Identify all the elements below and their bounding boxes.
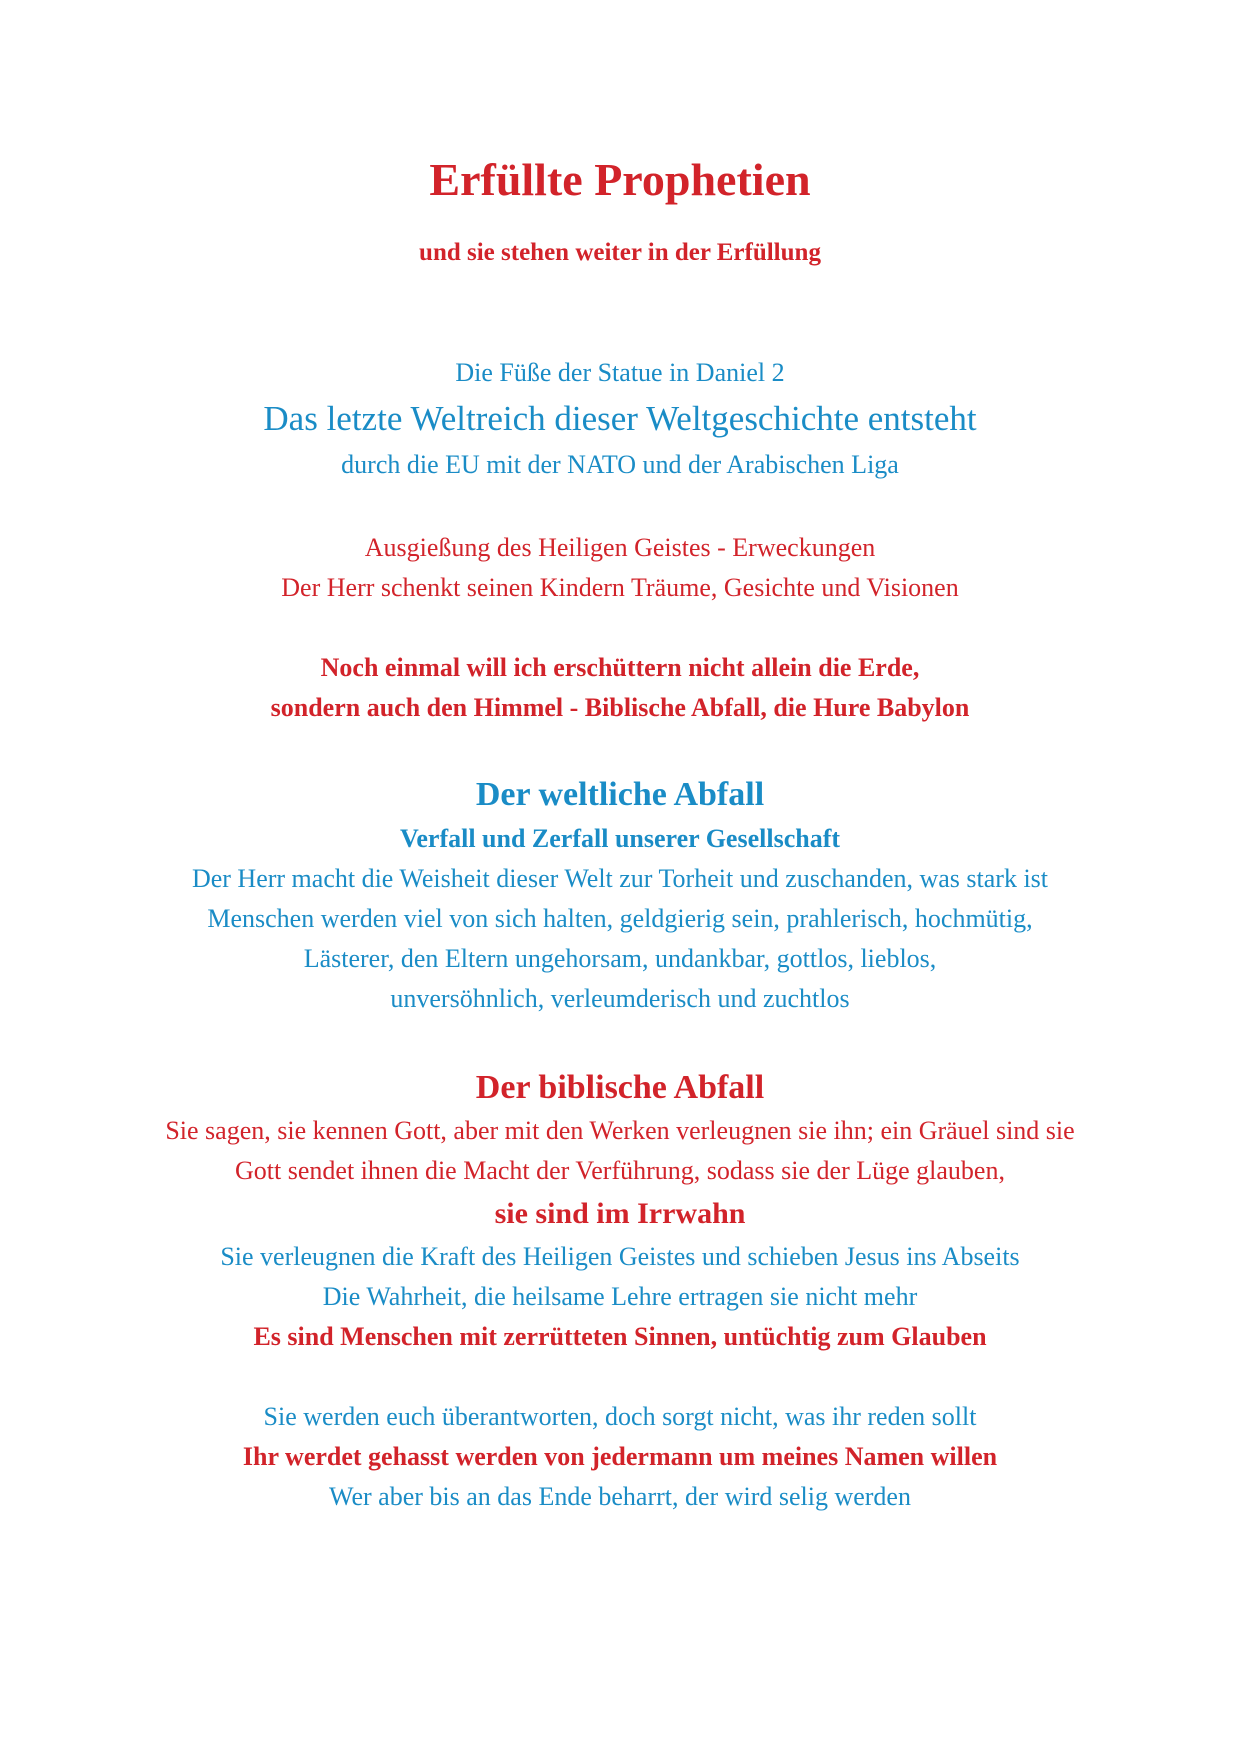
biblical-heading: Der biblische Abfall	[475, 1069, 765, 1106]
closing-line-2: Ihr werdet gehasst werden von jedermann um meines Namen willen	[242, 1442, 998, 1471]
biblical-line-2: Gott sendet ihnen die Macht der Verführung, sodass sie der Lüge glauben,	[235, 1156, 1005, 1185]
spirit-line-1: Ausgießung des Heiligen Geistes - Erweckungen	[364, 533, 876, 562]
biblical-line-3: sie sind im Irrwahn	[494, 1197, 746, 1230]
worldly-heading: Der weltliche Abfall	[475, 776, 765, 813]
spirit-line-2: Der Herr schenkt seinen Kindern Träume, Gesichte und Visionen	[281, 573, 959, 602]
closing-line-1: Sie werden euch überantworten, doch sorgt nicht, was ihr reden sollt	[263, 1402, 977, 1431]
daniel-line-1: Die Füße der Statue in Daniel 2	[455, 358, 785, 387]
page-title: Erfüllte Prophetien	[429, 154, 811, 205]
biblical-line-1: Sie sagen, sie kennen Gott, aber mit den Werken verleugnen sie ihn; ein Gräuel sind sie	[165, 1116, 1075, 1145]
worldly-line-2: Menschen werden viel von sich halten, geldgierig sein, prahlerisch, hochmütig,	[207, 904, 1033, 933]
biblical-line-6: Es sind Menschen mit zerrütteten Sinnen, untüchtig zum Glauben	[253, 1322, 987, 1351]
worldly-line-1: Der Herr macht die Weisheit dieser Welt zur Torheit und zuschanden, was stark ist	[191, 864, 1049, 893]
page-subtitle: und sie stehen weiter in der Erfüllung	[419, 239, 821, 266]
daniel-line-2: Das letzte Weltreich dieser Weltgeschichte entsteht	[263, 399, 977, 438]
biblical-line-5: Die Wahrheit, die heilsame Lehre ertragen sie nicht mehr	[322, 1282, 918, 1311]
closing-line-3: Wer aber bis an das Ende beharrt, der wird selig werden	[329, 1482, 911, 1511]
daniel-line-3: durch die EU mit der NATO und der Arabischen Liga	[341, 450, 899, 479]
shake-line-1: Noch einmal will ich erschüttern nicht allein die Erde,	[320, 653, 920, 682]
biblical-line-4: Sie verleugnen die Kraft des Heiligen Geistes und schieben Jesus ins Abseits	[220, 1242, 1020, 1271]
worldly-line-3: Lästerer, den Eltern ungehorsam, undankbar, gottlos, lieblos,	[303, 944, 937, 973]
worldly-line-4: unversöhnlich, verleumderisch und zuchtlos	[390, 984, 850, 1013]
worldly-subheading: Verfall und Zerfall unserer Gesellschaft	[399, 824, 841, 853]
shake-line-2: sondern auch den Himmel - Biblische Abfall, die Hure Babylon	[270, 693, 970, 722]
